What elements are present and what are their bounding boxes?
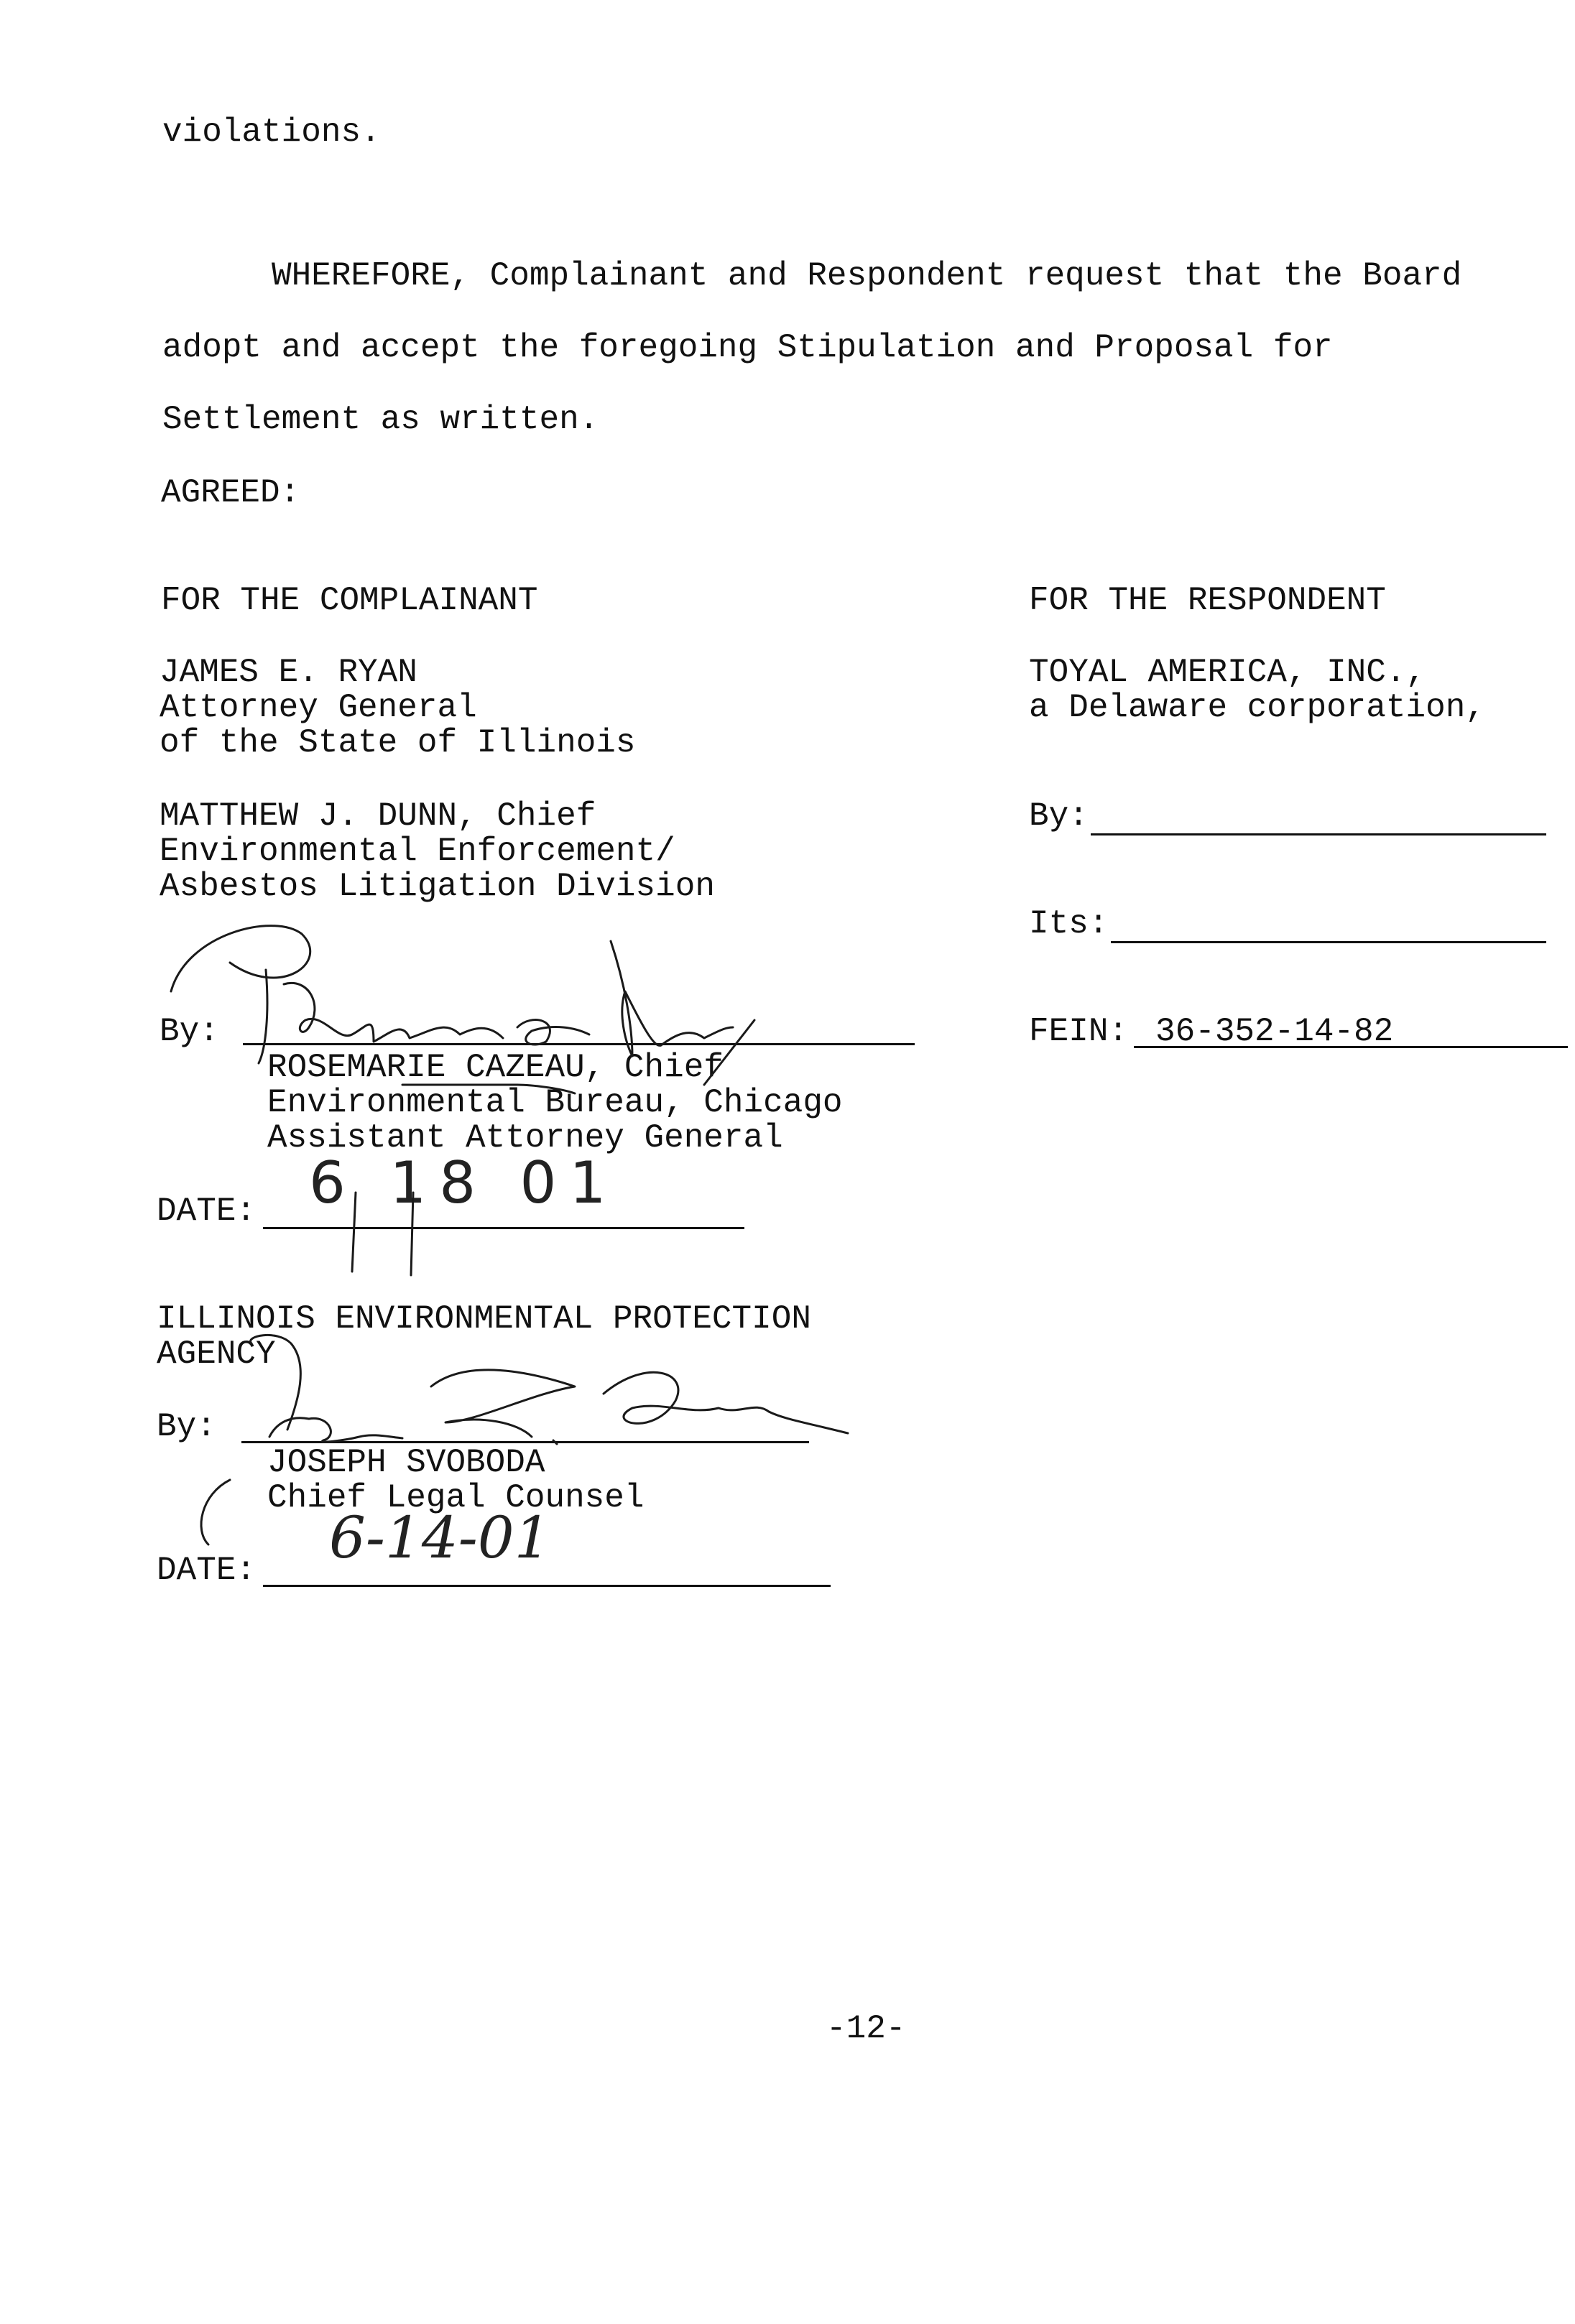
complainant-date-label: DATE:	[157, 1193, 257, 1230]
agency-heading-2: AGENCY	[157, 1335, 276, 1373]
signer-name: ROSEMARIE CAZEAU, Chief	[267, 1049, 724, 1086]
ag-title: Attorney General	[160, 689, 477, 726]
agency-date-handwritten: 6-14-01	[329, 1504, 551, 1571]
agency-signer-name: JOSEPH SVOBODA	[267, 1444, 545, 1481]
ag-state: of the State of Illinois	[160, 724, 636, 761]
respondent-its-label: Its:	[1029, 905, 1109, 943]
complainant-date-line	[263, 1227, 744, 1229]
agency-date-label: DATE:	[157, 1552, 257, 1589]
respondent-its-line	[1111, 941, 1546, 943]
chief-division: Environmental Enforcement/	[160, 833, 675, 870]
respondent-fein-value: 36-352-14-82	[1155, 1013, 1394, 1050]
agency-heading-1: ILLINOIS ENVIRONMENTAL PROTECTION	[157, 1300, 811, 1338]
respondent-company-desc: a Delaware corporation,	[1029, 689, 1485, 726]
respondent-fein-line	[1134, 1046, 1568, 1048]
agency-by-label: By:	[157, 1408, 216, 1445]
complainant-signature-line	[243, 1043, 915, 1045]
signer-title: Assistant Attorney General	[267, 1119, 783, 1157]
respondent-company: TOYAL AMERICA, INC.,	[1029, 654, 1426, 691]
signer-bureau: Environmental Bureau, Chicago	[267, 1084, 843, 1121]
agency-signature-line	[241, 1441, 809, 1443]
wherefore-line-1: WHEREFORE, Complainant and Respondent request that the Board	[272, 257, 1462, 295]
respondent-fein-label: FEIN:	[1029, 1013, 1129, 1050]
complainant-heading: FOR THE COMPLAINANT	[161, 582, 538, 619]
paragraph-end: violations.	[162, 114, 381, 151]
chief-litigation: Asbestos Litigation Division	[160, 868, 715, 905]
agreed-label: AGREED:	[161, 474, 300, 511]
respondent-by-line	[1091, 833, 1546, 835]
chief-name: MATTHEW J. DUNN, Chief	[160, 797, 596, 835]
wherefore-line-3: Settlement as written.	[162, 401, 599, 438]
page-number: -12-	[826, 2010, 906, 2047]
wherefore-line-2: adopt and accept the foregoing Stipulation and Proposal for	[162, 329, 1333, 366]
complainant-date-handwritten: 6 18 01	[309, 1149, 619, 1216]
agency-signer-title: Chief Legal Counsel	[267, 1479, 645, 1517]
agency-date-line	[263, 1585, 831, 1587]
ag-name: JAMES E. RYAN	[160, 654, 417, 691]
respondent-by-label: By:	[1029, 797, 1089, 835]
complainant-by-label: By:	[160, 1013, 219, 1050]
respondent-heading: FOR THE RESPONDENT	[1029, 582, 1386, 619]
